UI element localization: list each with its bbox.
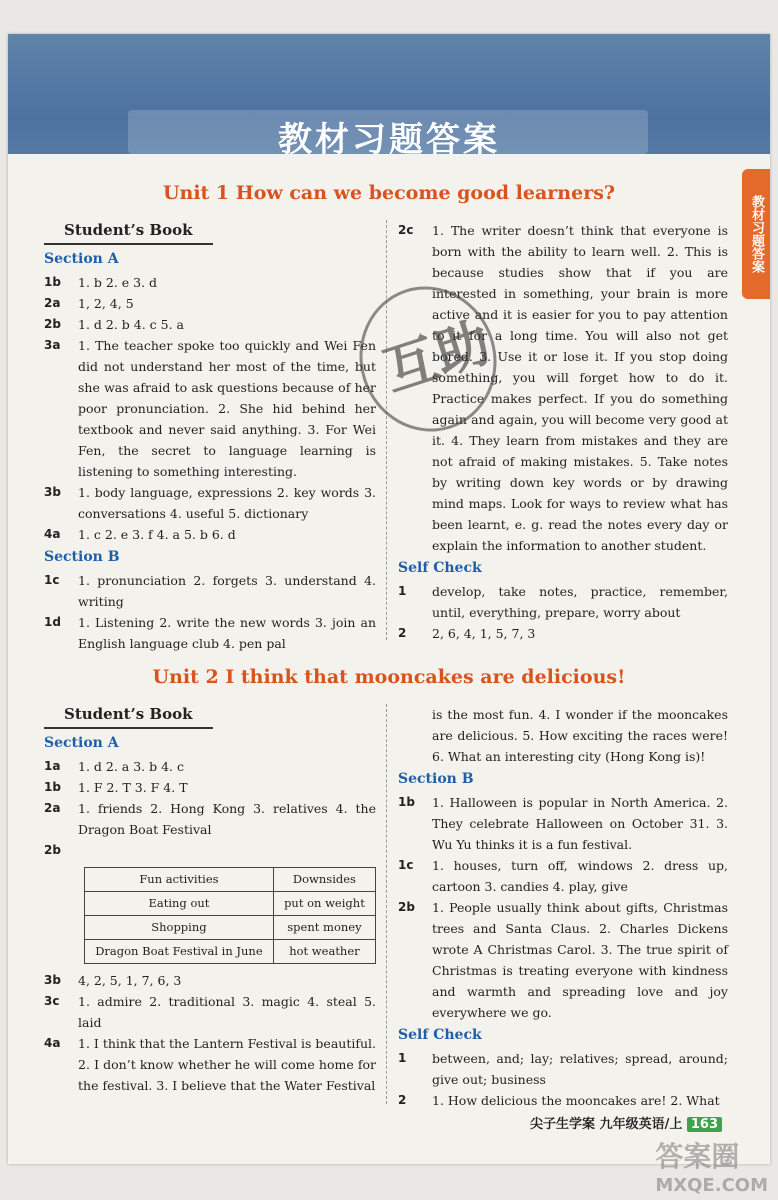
- answer-number: 2: [398, 626, 407, 640]
- answer-number: 2: [398, 1093, 407, 1107]
- unit1-section-b-list: [44, 570, 376, 654]
- table-row: [85, 940, 376, 964]
- answer-row: [398, 855, 728, 897]
- page-footer: [530, 1113, 722, 1132]
- answer-text: 1. How delicious the mooncakes are! 2. What: [432, 1093, 720, 1108]
- table-cell: hot weather: [273, 940, 375, 964]
- answer-number: 1b: [44, 780, 61, 794]
- answer-text: 1. The teacher spoke too quickly and Wei Fen did not understand her most of the time, but she was afraid to ask questions because of her poor pronunciation. 2. She hid behind her textbook and never said anything. 3. For Wei Fen, the secret to language learning is listening to something interesting.: [78, 338, 376, 479]
- answer-text: 1. pronunciation 2. forgets 3. understand 4. writing: [78, 573, 376, 609]
- answer-row: [44, 970, 376, 991]
- activities-table: [84, 867, 376, 964]
- answer-number: 1: [398, 1051, 407, 1065]
- table-row: [85, 916, 376, 940]
- answer-text: 1. houses, turn off, windows 2. dress up, cartoon 3. candies 4. play, give: [432, 858, 728, 894]
- answer-number: [398, 704, 432, 767]
- answer-number: 1c: [398, 858, 414, 872]
- column-divider: [386, 220, 387, 640]
- answer-text: 1. The writer doesn’t think that everyone is born with the ability to learn well. 2. This is because studies show that if you are interested in something, your brain is more active and it is easier for you to pay attention to it for a long time. You will also not get bored. 3. Use it or lose it. If you stop doing something, you will forget how to do it. Practice makes perfect. If you do something again and again, you will become very good at it. 4. They learn from mistakes and they are not afraid of making mistakes. 5. Take notes by writing down key words or by drawing mind maps. Look for ways to review what has been learnt, e. g. read the notes every day or explain the information to another student.: [432, 223, 728, 553]
- stamp-text: 互助: [375, 310, 498, 404]
- self-check-heading-2: Self Check: [398, 1027, 482, 1043]
- answer-text: 1. F 2. T 3. F 4. T: [78, 780, 188, 795]
- answer-number: 1a: [44, 759, 61, 773]
- page: [8, 34, 770, 1164]
- answer-number: 3b: [44, 973, 61, 987]
- answer-row: [44, 482, 376, 524]
- answer-row: [44, 991, 376, 1033]
- answer-row: [398, 897, 728, 1023]
- answer-row: [398, 704, 728, 767]
- answer-row: [44, 524, 376, 545]
- answer-text: 1. admire 2. traditional 3. magic 4. steal 5. laid: [78, 994, 376, 1030]
- answer-text: 1. Listening 2. write the new words 3. join an English language club 4. pen pal: [78, 615, 376, 651]
- unit2-left-column: [44, 704, 376, 1096]
- self-check-heading: Self Check: [398, 560, 482, 576]
- unit2-title: Unit 2 I think that mooncakes are delicious!: [152, 666, 626, 688]
- answer-text: 1. c 2. e 3. f 4. a 5. b 6. d: [78, 527, 236, 542]
- answer-row: [44, 840, 376, 861]
- unit2-continued-list: [398, 704, 728, 767]
- answer-row: [44, 314, 376, 335]
- answer-number: 2c: [398, 223, 414, 237]
- table-cell: Fun activities: [85, 868, 274, 892]
- answer-row: [398, 1090, 728, 1111]
- answer-text: 1, 2, 4, 5: [78, 296, 134, 311]
- answer-text: develop, take notes, practice, remember, until, everything, prepare, worry about: [432, 584, 728, 620]
- answer-number: 3c: [44, 994, 60, 1008]
- answer-text: between, and; lay; relatives; spread, around; give out; business: [432, 1051, 728, 1087]
- answer-row: [398, 1048, 728, 1090]
- answer-row: [44, 335, 376, 482]
- footer-book-title: 尖子生学案 九年级英语/上: [530, 1117, 683, 1132]
- unit2-self-check-list: [398, 1048, 728, 1111]
- unit1-right-column: [398, 220, 728, 644]
- unit1-left-column: [44, 220, 376, 654]
- answer-row: [44, 272, 376, 293]
- answer-number: 1b: [44, 275, 61, 289]
- unit1-section-a-list: [44, 272, 376, 545]
- section-b-heading: Section B: [44, 549, 120, 565]
- answer-row: [398, 623, 728, 644]
- answer-number: 2a: [44, 296, 61, 310]
- answer-number: 3b: [44, 485, 61, 499]
- answer-row: [44, 293, 376, 314]
- answer-text: 4, 2, 5, 1, 7, 6, 3: [78, 973, 182, 988]
- unit1-title: Unit 1 How can we become good learners?: [162, 182, 616, 204]
- watermark-text: 答案圈: [655, 1140, 740, 1173]
- unit2-section-a-list: [44, 756, 376, 861]
- side-tab: 教材习题答案: [742, 169, 770, 299]
- answer-row: [44, 777, 376, 798]
- answer-text: is the most fun. 4. I wonder if the mooncakes are delicious. 5. How exciting the races were! 6. What an interesting city (Hong Kong is)!: [432, 707, 728, 764]
- table-row: [85, 868, 376, 892]
- table-row: [85, 892, 376, 916]
- answer-number: 1d: [44, 615, 61, 629]
- table-cell: Shopping: [85, 916, 274, 940]
- answer-number: 2b: [44, 843, 61, 857]
- answer-text: 1. People usually think about gifts, Christmas trees and Santa Claus. 2. Charles Dickens wrote A Christmas Carol. 3. The true spirit of Christmas is treating everyone with kindness and warmth and spreading love and joy everywhere we go.: [432, 900, 728, 1020]
- unit2-section-a-list-2: [44, 970, 376, 1096]
- table-cell: put on weight: [273, 892, 375, 916]
- answer-number: 3a: [44, 338, 61, 352]
- unit2-section-b-list: [398, 792, 728, 1023]
- table-cell: Dragon Boat Festival in June: [85, 940, 274, 964]
- answer-text: 1. Halloween is popular in North America. 2. They celebrate Halloween on October 31. 3. Wu Yu thinks it is a fun festival.: [432, 795, 728, 852]
- answer-number: 1b: [398, 795, 415, 809]
- answer-row: [44, 570, 376, 612]
- answer-number: 2b: [44, 317, 61, 331]
- banner-title: 教材习题答案: [278, 120, 500, 160]
- answer-number: 1c: [44, 573, 60, 587]
- section-a-heading: Section A: [44, 251, 119, 267]
- page-number: 163: [687, 1117, 722, 1132]
- unit1-self-check-list: [398, 581, 728, 644]
- answer-text: 1. friends 2. Hong Kong 3. relatives 4. the Dragon Boat Festival: [78, 801, 376, 837]
- answer-number: 4a: [44, 527, 61, 541]
- answer-text: 1. I think that the Lantern Festival is beautiful. 2. I don’t know whether he will come home for the festival. 3. I believe that the Water Festival: [78, 1036, 376, 1093]
- answer-text: 1. d 2. b 4. c 5. a: [78, 317, 184, 332]
- watermark: [655, 1135, 768, 1196]
- students-book-heading: Student’s Book: [44, 220, 213, 245]
- answer-text: 1. body language, expressions 2. key words 3. conversations 4. useful 5. dictionary: [78, 485, 376, 521]
- table-cell: Eating out: [85, 892, 274, 916]
- answer-text: [78, 840, 376, 861]
- table-cell: Downsides: [273, 868, 375, 892]
- answer-number: 2a: [44, 801, 61, 815]
- header-banner: [8, 34, 770, 160]
- answer-row: [44, 798, 376, 840]
- section-b-heading-2: Section B: [398, 771, 474, 787]
- unit2-right-column: [398, 704, 728, 1111]
- answer-number: 2b: [398, 900, 415, 914]
- answer-number: 1: [398, 584, 407, 598]
- students-book-heading-2: Student’s Book: [44, 704, 213, 729]
- answer-row: [44, 756, 376, 777]
- answer-text: 1. d 2. a 3. b 4. c: [78, 759, 184, 774]
- answer-text: 1. b 2. e 3. d: [78, 275, 158, 290]
- answer-row: [398, 792, 728, 855]
- answer-row: [44, 1033, 376, 1096]
- answer-row: [44, 612, 376, 654]
- answer-number: 4a: [44, 1036, 61, 1050]
- section-a-heading-2: Section A: [44, 735, 119, 751]
- watermark-url: MXQE.COM: [655, 1175, 768, 1196]
- column-divider-2: [386, 704, 387, 1104]
- table-cell: spent money: [273, 916, 375, 940]
- answer-text: 2, 6, 4, 1, 5, 7, 3: [432, 626, 536, 641]
- answer-row: [398, 581, 728, 623]
